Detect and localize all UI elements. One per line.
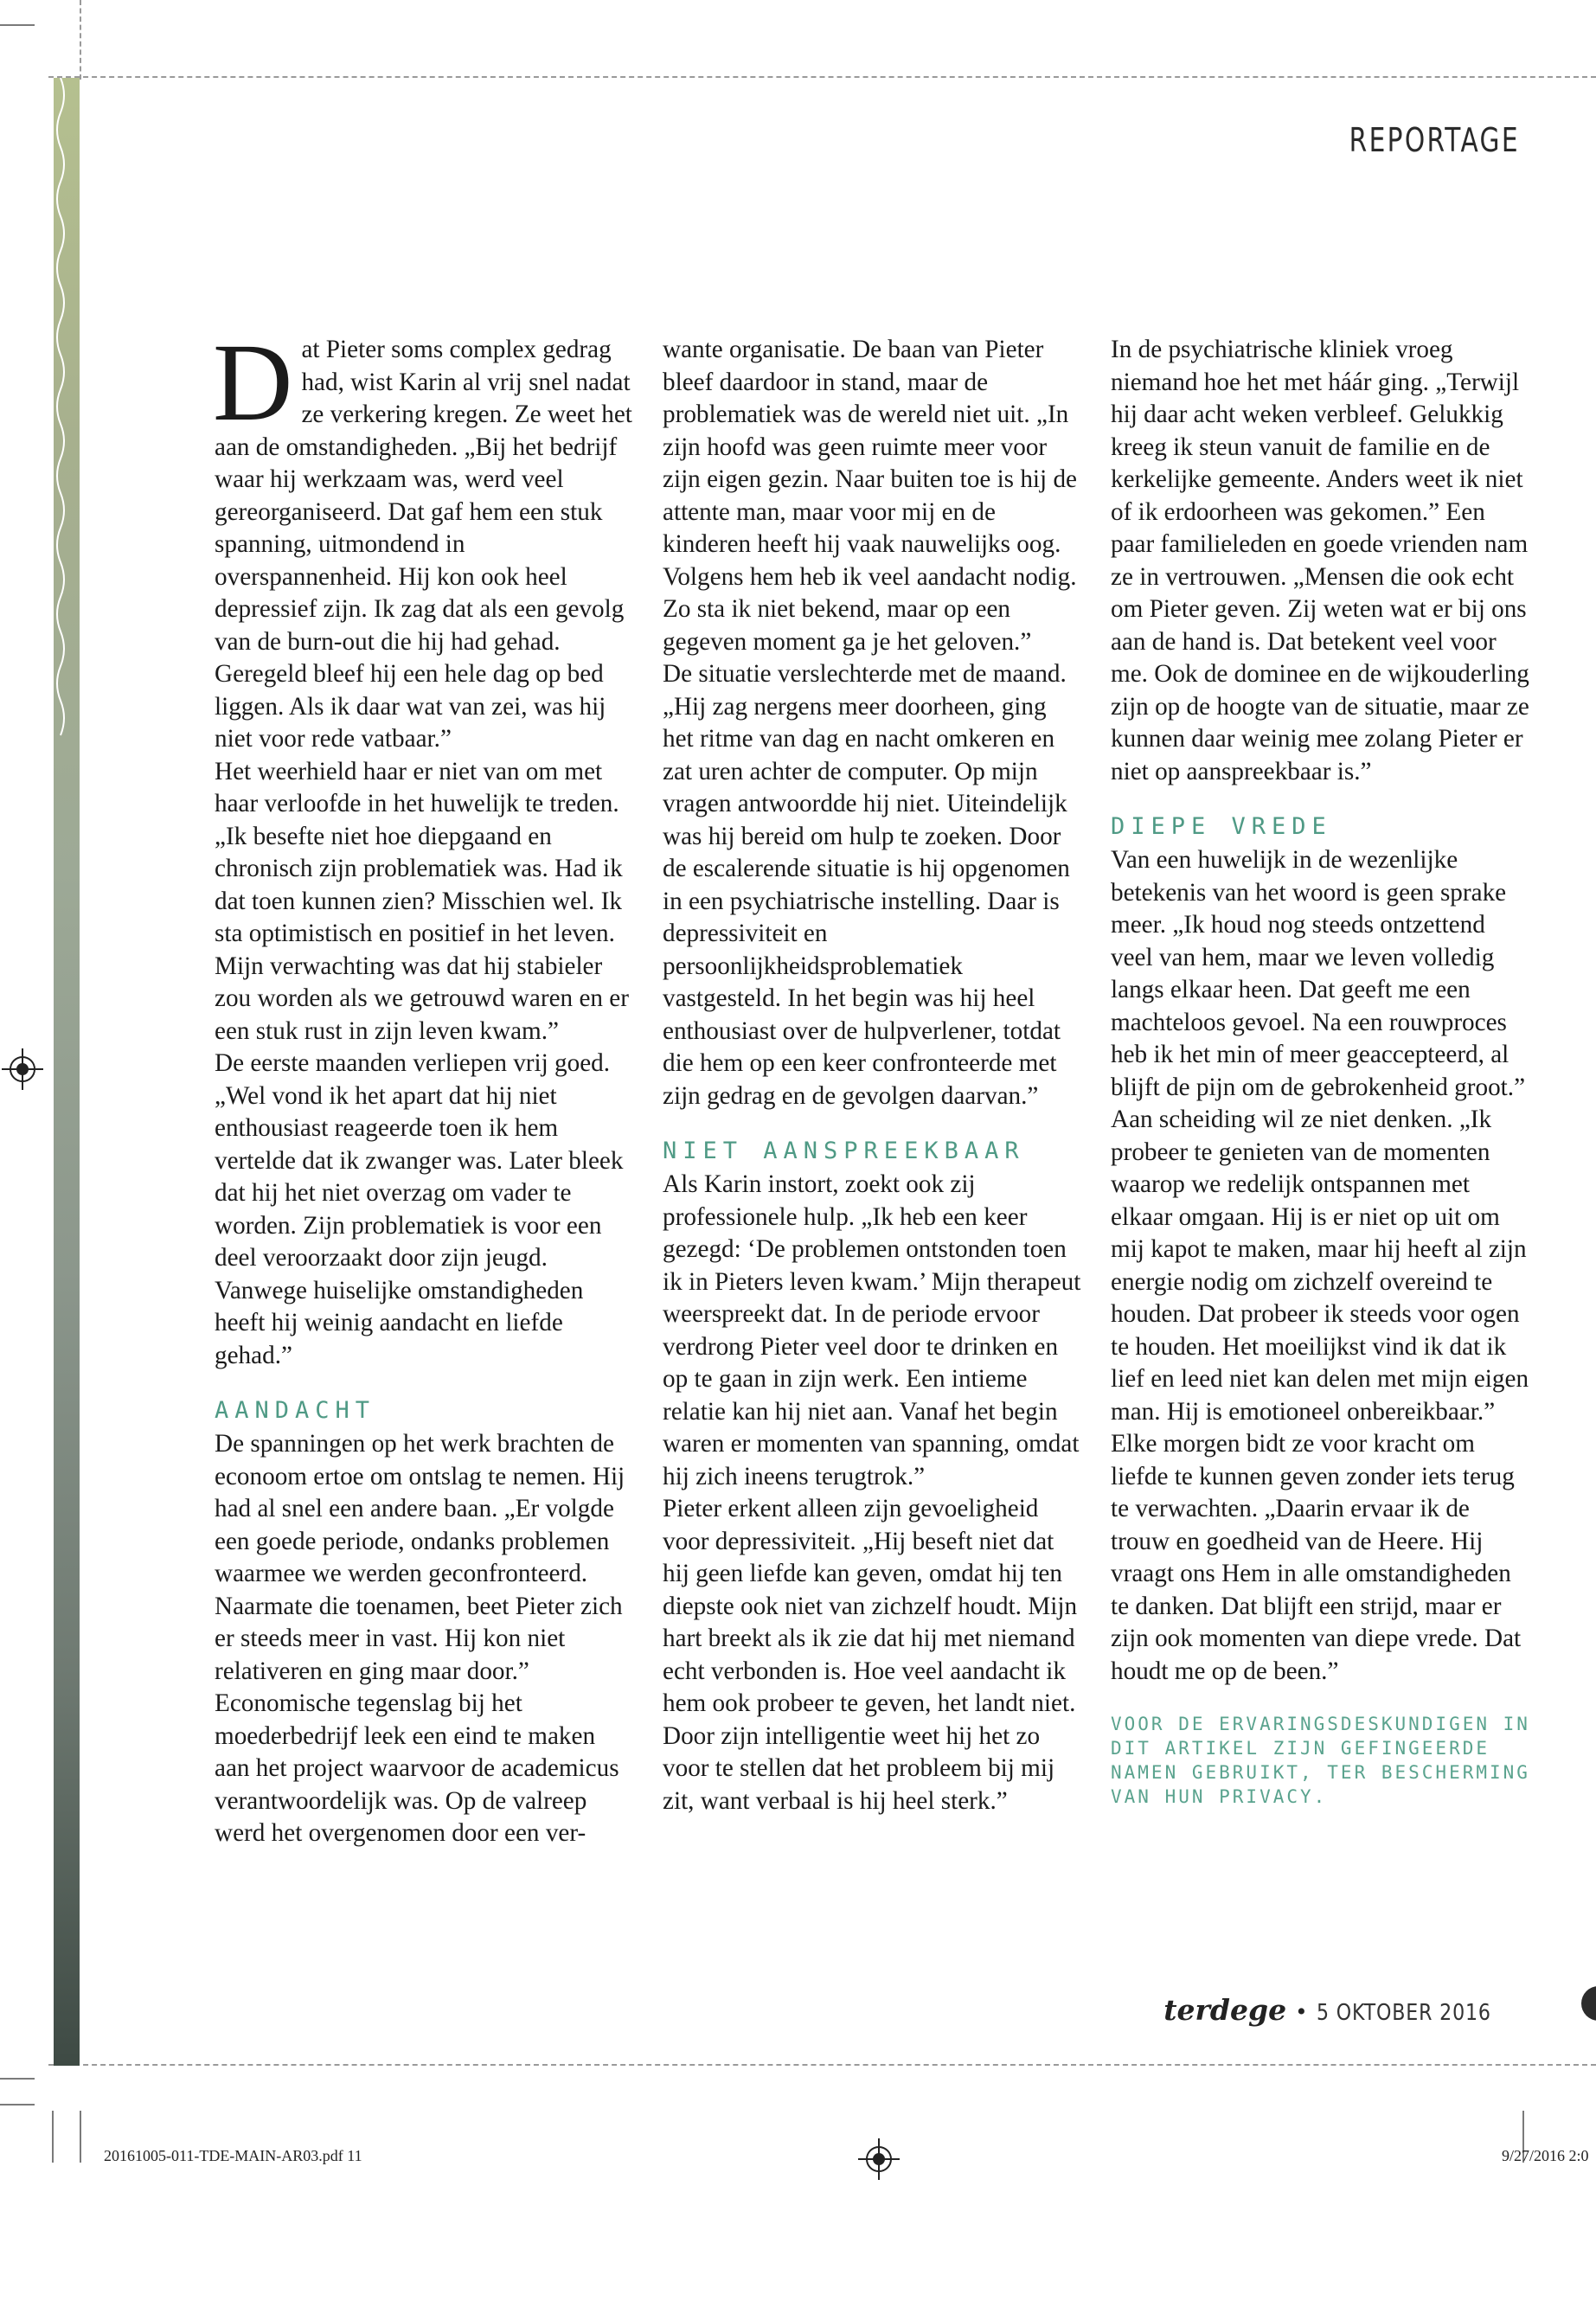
subheading: AANDACHT	[215, 1397, 376, 1424]
drop-cap: D	[213, 321, 293, 444]
paragraph: In de psychiatrische kliniek vroeg niemand hoe het met háár ging. „Terwijl hij daar acht weken verbleef. Gelukkig kreeg ik steun vanuit de familie en de kerkelijke gemeente. Anders weet ik niet of ik erdoorheen was gekomen.” Een paar familieleden en goede vrienden nam ze in vertrouwen. „Mensen die ook echt om Pieter geven. Zij weten wat er bij ons aan de hand is. Dat betekent veel voor me. Ook de dominee en de wijkouderling zijn op de hoogte van de situatie, maar ze kunnen daar weinig mee zolang Pieter er niet op aanspreekbaar is.”	[1111, 336, 1529, 785]
crop-mark	[52, 2111, 54, 2163]
crop-mark	[0, 24, 35, 26]
print-slug-datetime: 9/27/2016 2:0	[1502, 2147, 1589, 2164]
wave-border-decoration	[54, 78, 80, 753]
crop-mark	[80, 2111, 81, 2163]
paragraph: De spanningen op het werk brachten de econoom ertoe om ontslag te nemen. Hij had al snel een andere baan. „Er volgde een goede periode, ondanks problemen waarmee we werden geconfronteerd. Naarmate die toenamen, beet Pieter zich er steeds meer in vast. Hij kon niet relativeren en ging maar door.”	[215, 1430, 625, 1685]
trim-line-bottom	[48, 2064, 1596, 2066]
page-footer	[1163, 1993, 1522, 2027]
print-slug-filename: 20161005-011-TDE-MAIN-AR03.pdf 11	[104, 2147, 362, 2164]
trim-mark-top	[80, 0, 81, 80]
crop-mark	[0, 2078, 35, 2080]
article-column-3	[1111, 334, 1530, 1809]
magazine-logo: terdege	[1163, 1993, 1287, 2027]
paragraph: wante organisatie. De baan van Pieter bleef daardoor in stand, maar de problematiek was de wereld niet uit. „In zijn hoofd was geen ruimte meer voor zijn eigen gezin. Naar buiten toe is hij de attente man, maar voor mij en de kinderen heeft hij vaak nauwelijks oog. Volgens hem heb ik veel aandacht nodig. Zo sta ik niet bekend, maar op een gegeven moment ga je het geloven.”	[663, 336, 1077, 656]
paragraph: Het weerhield haar er niet van om met haar verloofde in het huwelijk te treden. „Ik besefte niet hoe diepgaand en chronisch zijn problematiek was. Had ik dat toen kunnen zien? Misschien wel. Ik sta optimistisch en positief in het leven. Mijn verwachting was dat hij stabieler zou worden als we getrouwd waren en er een stuk rust in zijn leven kwam.”	[215, 757, 629, 1045]
page-number-badge	[1581, 1986, 1596, 2021]
paragraph: Als Karin instort, zoekt ook zij professionele hulp. „Ik heb een keer gezegd: ‘De problemen ontstonden toen ik in Pieters leven kwam.’ Mijn therapeut weerspreekt dat. In de periode ervoor verdrong Pieter veel door te drinken en op te gaan in zijn werk. Een intieme relatie kan hij niet aan. Vanaf het begin waren er momenten van spanning, omdat hij zich ineens terugtrok.”	[663, 1170, 1081, 1490]
paragraph: Aan scheiding wil ze niet denken. „Ik probeer te genieten van de momenten waarop we redelijk ontspannen met elkaar omgaan. Hij is er niet op uit om mij kapot te maken, maar hij heeft al zijn energie nodig om zichzelf overeind te houden. Dat probeer ik steeds voor ogen te houden. Het moeilijkst vind ik dat ik lief en leed niet kan delen met mijn eigen man. Hij is emotioneel onbereikbaar.”	[1111, 1106, 1529, 1426]
paragraph: De eerste maanden verliepen vrij goed. „Wel vond ik het apart dat hij niet enthousiast reageerde toen ik hem vertelde dat ik zwanger was. Later bleek dat hij het niet overzag om vader te worden. Zijn problematiek is voor een deel veroorzaakt door zijn jeugd. Vanwege huiselijke omstandigheden heeft hij weinig aandacht en liefde gehad.”	[215, 1049, 624, 1369]
paragraph: Elke morgen bidt ze voor kracht om liefde te kunnen geven zonder iets terug te verwachten. „Daarin ervaar ik de trouw en goedheid van de Heere. Hij vraagt ons Hem in alle omstandigheden te danken. Dat blijft een strijd, maar er zijn ook momenten van diepe vrede. Dat houdt me op de been.”	[1111, 1430, 1522, 1685]
registration-mark-icon	[858, 2138, 900, 2180]
paragraph: De situatie verslechterde met de maand. „Hij zag nergens meer doorheen, ging het ritme van dag en nacht omkeren en zat uren achter de computer. Op mijn vragen antwoordde hij niet. Uiteindelijk was hij bereid om hulp te zoeken. Door de escalerende situatie is hij opgenomen in een psychiatrische instelling. Daar is depressiviteit en persoonlijkheidsproblematiek vastgesteld. In het begin was hij heel enthousiast over de hulpverlener, totdat die hem op een keer confronteerde met zijn gedrag en de gevolgen daarvan.”	[663, 660, 1070, 1110]
section-label: REPORTAGE	[1349, 121, 1520, 159]
paragraph: Van een huwelijk in de wezenlijke betekenis van het woord is geen sprake meer. „Ik houd nog steeds ontzettend veel van hem, maar we leven volledig langs elkaar heen. Dat geeft me een machteloos gevoel. Na een rouwproces heb ik het min of meer geaccepteerd, al blijft de pijn om de gebrokenheid groot.”	[1111, 846, 1526, 1101]
article-column-2	[663, 334, 1082, 1817]
paragraph: Economische tegenslag bij het moederbedrijf leek een eind te maken aan het project waarvoor de academicus verantwoordelijk was. Op de valreep werd het overgenomen door een ver-	[215, 1689, 619, 1847]
intro-paragraph	[213, 321, 634, 756]
subheading: DIEPE VREDE	[1111, 813, 1332, 840]
privacy-note: VOOR DE ERVARINGSDESKUNDIGEN IN DIT ARTIKEL ZIJN GEFINGEERDE NAMEN GEBRUIKT, TER BESCHERMING VAN HUN PRIVACY.	[1111, 1714, 1530, 1807]
registration-mark-icon	[2, 1048, 43, 1090]
paragraph-text: at Pieter soms complex gedrag had, wist Karin al vrij snel nadat ze verkering kregen. Ze weet het aan de omstandigheden. „Bij het bedrijf waar hij werkzaam was, werd veel gereorganiseerd. Dat gaf hem een stuk spanning, uitmondend in overspannenheid. Hij kon ook heel depressief zijn. Ik zag dat als een gevolg van de burn-out die hij had gehad. Geregeld bleef hij een hele dag op bed liggen. Als ik daar wat van zei, was hij niet voor rede vatbaar.”	[215, 336, 632, 753]
issue-date: 5 OKTOBER 2016	[1316, 2000, 1491, 2026]
subheading: NIET AANSPREEKBAAR	[663, 1138, 1025, 1164]
trim-line-top	[48, 76, 1596, 78]
footer-separator: •	[1297, 1997, 1306, 2026]
article-column-1	[213, 321, 634, 1850]
paragraph: Pieter erkent alleen zijn gevoeligheid voor depressiviteit. „Hij beseft niet dat hij geen liefde kan geven, omdat hij ten diepste ook niet van zichzelf houdt. Mijn hart breekt als ik zie dat hij met niemand echt verbonden is. Hoe veel aandacht ik hem ook probeer te geven, het landt niet. Door zijn intelligentie weet hij het zo voor te stellen dat het probleem bij mij zit, want verbaal is hij heel sterk.”	[663, 1495, 1078, 1815]
crop-mark	[0, 2104, 35, 2106]
